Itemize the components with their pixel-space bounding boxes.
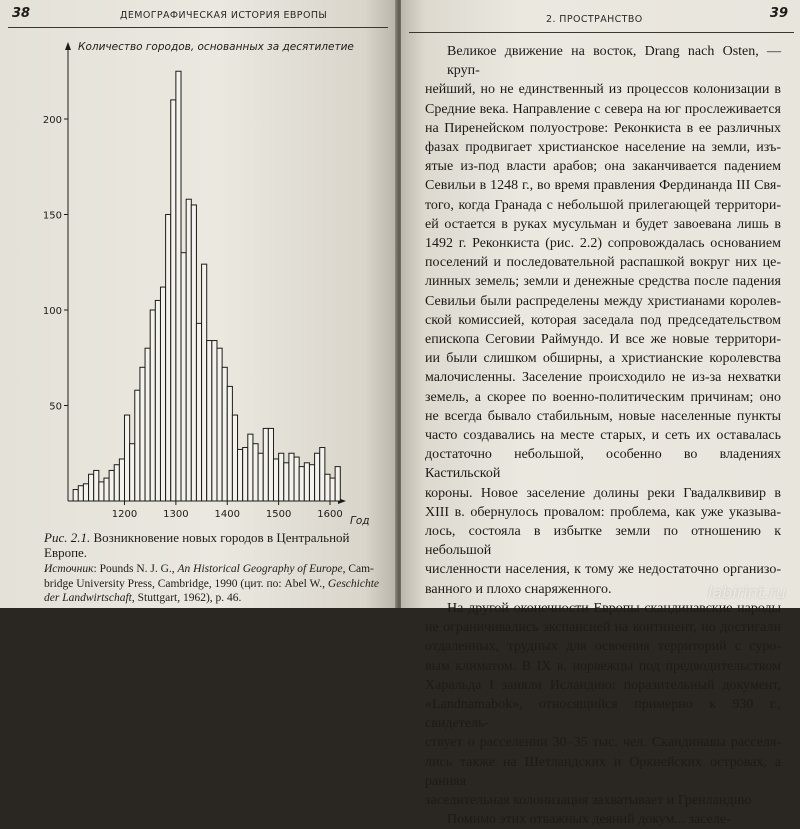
header-rule-right [409, 32, 794, 33]
figure-caption [44, 530, 389, 606]
y-axis-arrow [65, 42, 71, 50]
x-tick-label: 1400 [214, 509, 240, 520]
histogram-bar [83, 484, 88, 501]
histogram-bar [299, 467, 304, 501]
histogram-bar [155, 300, 160, 501]
text-line: отдаленных, трудных для освоения территорий с суро- [425, 639, 781, 655]
histogram-bar [227, 386, 232, 501]
source-label: Источник [44, 563, 94, 575]
y-tick-label: 100 [42, 306, 62, 317]
histogram-bar [268, 428, 273, 501]
histogram-bar [166, 215, 171, 502]
histogram-bar [125, 415, 130, 501]
histogram-bar [325, 474, 330, 501]
text-line: короны. Новое заселение долины реки Гвадалквивир в [425, 485, 781, 501]
histogram-bar [114, 465, 119, 501]
histogram-bar [243, 448, 248, 501]
text-line: епископа Сеговии Раймундо. И все же новые территори- [425, 332, 781, 348]
histogram-bar [186, 199, 191, 501]
text-line: ской комиссией, которая заседала под председательством [425, 312, 781, 328]
text-line: нейший, но не единственный из процессов колонизации в [425, 82, 781, 98]
text-line: На другой оконечности Европы скандинавские народы [447, 600, 781, 616]
histogram-bar [335, 467, 340, 501]
histogram-bar [284, 463, 289, 501]
caption-title: Возникновение новых городов в Центральной Европе. [44, 530, 350, 560]
watermark: labirint.ru [707, 583, 786, 602]
source-book-title: An Historical Geography of Europe [177, 563, 343, 575]
y-tick-label: 150 [42, 210, 62, 222]
histogram-bar [248, 434, 253, 501]
caption-source [44, 562, 389, 606]
histogram-chart [0, 0, 397, 528]
text-line: численности населения, к тому же недостаточно организо- [425, 562, 781, 578]
x-tick-label: 1600 [317, 509, 343, 520]
x-tick-label: 1300 [163, 509, 189, 520]
chart-bars [73, 71, 340, 501]
histogram-bar [238, 449, 243, 501]
histogram-bar [217, 348, 222, 501]
histogram-bar [232, 415, 237, 501]
text-line: ии были слишком обширны, а христианские королевства [425, 351, 781, 367]
source-part-3: bridge University Press, Cambridge, 1990 (цит. по: Abel W., [44, 577, 328, 590]
histogram-bar [253, 444, 258, 501]
histogram-bar [202, 264, 207, 501]
source-abel-title-1: Geschichte [327, 577, 379, 590]
left-page [0, 0, 397, 608]
histogram-bar [99, 482, 104, 501]
text-line: фазах продвигает христианское население на земли, изъ- [425, 140, 781, 156]
histogram-bar [171, 100, 176, 501]
text-line: линных земель; земли и денежные средства после падения [425, 274, 781, 290]
text-line: достаточно небольшой, особенно во владениях Кастильской [425, 447, 781, 482]
x-tick-label: 1200 [111, 509, 138, 520]
histogram-bar [191, 205, 196, 501]
text-line: Помимо этих отважных деяний докум... заселе- [447, 812, 731, 828]
histogram-bar [130, 444, 135, 501]
histogram-bar [309, 465, 314, 501]
histogram-bar [176, 71, 181, 501]
source-part-1: : Pounds N. J. G., [93, 563, 178, 575]
text-line: Севильи были распределены между христианами королев- [425, 293, 781, 309]
body-text [425, 42, 781, 829]
y-axis-label: Количество городов, основанных за десятилетие [78, 41, 354, 53]
text-line: вым климатом. В IX в. норвежцы под предводительством [425, 658, 781, 674]
text-line: часто создавались на месте старых, и сеть их оставалась [425, 428, 781, 444]
histogram-bar [104, 478, 109, 501]
histogram-bar [89, 474, 94, 501]
histogram-bar [109, 470, 114, 501]
histogram-bar [320, 448, 325, 501]
text-line: лись также на Шетландских и Оркнейских островах, а ранняя [425, 754, 781, 789]
histogram-bar [73, 490, 78, 501]
histogram-bar [304, 463, 309, 501]
histogram-bar [212, 341, 217, 501]
x-tick-label: 1500 [265, 509, 292, 520]
histogram-bar [94, 470, 99, 501]
histogram-bar [263, 428, 268, 501]
text-line: того, когда Гранада с небольшой прилегающей территори- [425, 197, 781, 213]
histogram-bar [78, 486, 83, 501]
text-line: заселительная колонизация захватывает и Гренландию [425, 792, 752, 808]
text-line: XIII в. обернулось провалом: проблема, как уже указыва- [425, 504, 781, 520]
histogram-bar [181, 253, 186, 501]
text-line: Великое движение на восток, Drang nach Osten, — круп- [447, 44, 781, 79]
histogram-bar [273, 459, 278, 501]
histogram-bar [150, 310, 155, 501]
x-axis-label: Год [350, 515, 370, 527]
histogram-bar [289, 453, 294, 501]
histogram-bar [279, 453, 284, 501]
source-part-2: , Cam- [342, 563, 374, 575]
histogram-bar [140, 367, 145, 501]
text-line: ей остается в руках мусульман и будет завоевана лишь в [425, 216, 781, 232]
source-part-4: , Stuttgart, 1962), p. 46. [131, 592, 242, 604]
text-line: на Пиренейском полуострове: Реконкиста в ее различных [425, 120, 781, 136]
text-line: «Landnamabok», относящийся примерно к 930 г., свидетель- [425, 696, 781, 732]
histogram-bar [145, 348, 150, 501]
text-line: Харальда I заняли Исландию: поразительный документ, [425, 677, 781, 693]
text-line: земель, а скорее по военно-политическим причинам; оно [425, 389, 781, 405]
y-tick-label: 50 [49, 401, 62, 413]
text-line: ствует о расселении 30–35 тыс. чел. Скандинавы расселя- [425, 735, 781, 751]
histogram-bar [294, 457, 299, 501]
histogram-bar [315, 453, 320, 501]
histogram-bar [330, 478, 335, 501]
text-line: не всегда бывало стабильным, новые населенные пункты [425, 408, 781, 424]
histogram-bar [222, 367, 227, 501]
histogram-bar [160, 287, 165, 501]
text-line: лось, состояла в избытке земли по отношению к небольшой [425, 524, 781, 559]
histogram-bar [207, 341, 212, 501]
histogram-bar [258, 453, 263, 501]
y-tick-label: 200 [42, 115, 62, 126]
text-line: Севильи в 1248 г., во время правления Фердинанда III Свя- [425, 178, 781, 194]
caption-label: Рис. 2.1. [44, 530, 91, 545]
histogram-bar [135, 390, 140, 501]
text-line: ванного и плохо снаряженного. [425, 581, 612, 597]
text-line: поселений и последовательной распашкой вокруг них це- [425, 255, 781, 271]
text-line: Средние века. Направление с севера на юг прослеживается [425, 101, 781, 117]
histogram-bar [196, 323, 201, 501]
text-line: ятые из-под власти арабов; она заканчивается падением [425, 159, 781, 175]
text-line: не ограничивались экспансией на континент, но достигали [425, 620, 781, 636]
page-number-left: 38 [12, 6, 31, 21]
text-line: малочисленны. Заселение происходило не из-за нехватки [425, 370, 781, 386]
text-line: 1492 г. Реконкиста (рис. 2.2) сопровождалась основанием [425, 236, 781, 252]
running-head-right: 2. ПРОСТРАНСТВО [546, 14, 643, 25]
right-page [401, 0, 800, 828]
running-head-left: ДЕМОГРАФИЧЕСКАЯ ИСТОРИЯ ЕВРОПЫ [120, 10, 328, 21]
histogram-bar [119, 459, 124, 501]
source-abel-title-2: der Landwirtschaft [44, 592, 132, 604]
page-number-right: 39 [769, 6, 788, 21]
